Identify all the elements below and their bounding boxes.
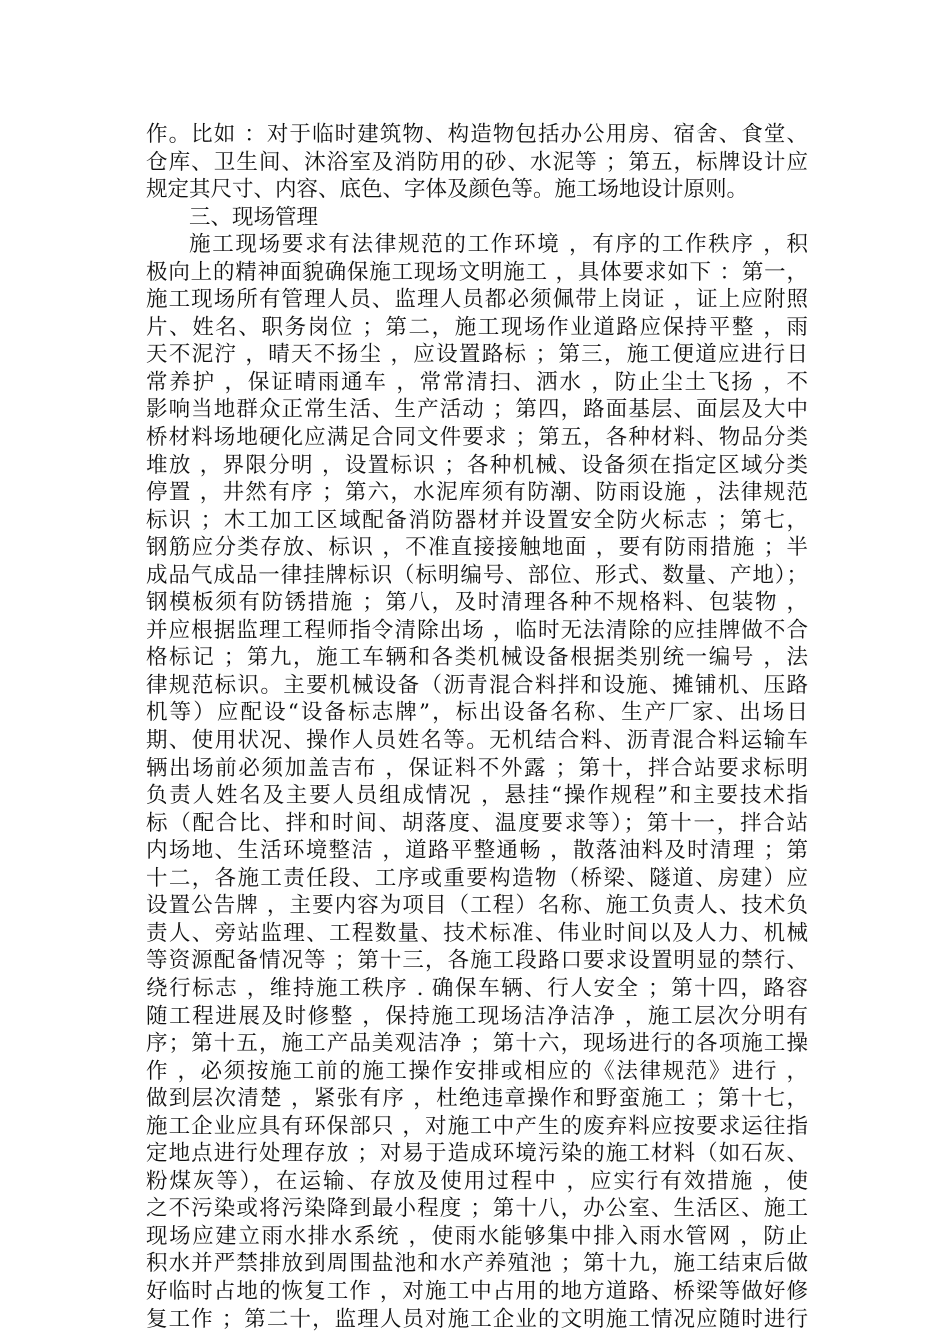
- text-line: 堆放 ，界限分明 ，设置标识 ；各种机械、设备须在指定区域分类: [146, 452, 808, 478]
- text-line: 等资源配备情况等 ；第十三，各施工段路口要求设置明显的禁行、: [146, 948, 808, 974]
- text-line: 停置 ，井然有序 ；第六，水泥库须有防潮、防雨设施 ，法律规范: [146, 480, 808, 506]
- text-line: 作。比如 ：对于临时建筑物、构造物包括办公用房、宿舍、食堂、: [146, 122, 808, 147]
- text-line: 之不污染或将污染降到最小程度 ；第十八，办公室、生活区、施工: [146, 1196, 808, 1222]
- text-line: 钢模板须有防锈措施 ；第八，及时清理各种不规格料、包装物 ，: [146, 590, 808, 616]
- text-line: 影响当地群众正常生活、生产活动 ；第四，路面基层、面层及大中: [146, 397, 808, 423]
- text-line: 极向上的精神面貌确保施工现场文明施工 ，具体要求如下 ：第一，: [146, 259, 808, 285]
- text-line: 负责人姓名及主要人员组成情况 ，悬挂“操作规程”和主要技术指: [146, 783, 808, 809]
- text-line: 粉煤灰等），在运输、存放及使用过程中 ，应实行有效措施 ，使: [146, 1168, 808, 1194]
- text-line: 钢筋应分类存放、标识 ，不准直接接触地面 ，要有防雨措施 ；半: [146, 535, 808, 561]
- text-line: 好临时占地的恢复工作 ，对施工中占用的地方道路、桥梁等做好修: [146, 1278, 808, 1304]
- text-line: 片、姓名、职务岗位 ；第二，施工现场作业道路应保持平整 ，雨: [146, 314, 808, 340]
- text-line: 天不泥泞 ，晴天不扬尘 ，应设置路标 ；第三，施工便道应进行日: [146, 342, 808, 368]
- text-line: 律规范标识。主要机械设备（沥青混合料拌和设施、摊铺机、压路: [146, 672, 808, 698]
- section-heading: 三、现场管理: [189, 204, 319, 230]
- text-line: 积水并严禁排放到周围盐池和水产养殖池 ；第十九，施工结束后做: [146, 1251, 808, 1277]
- text-line: 标（配合比、拌和时间、胡落度、温度要求等）；第十一，拌合站: [146, 810, 808, 836]
- text-line: 随工程进展及时修整 ，保持施工现场洁净洁净 ，施工层次分明有: [146, 1003, 808, 1029]
- paragraph-first-line: 施工现场要求有法律规范的工作环境 ，有序的工作秩序 ，积: [189, 232, 808, 258]
- text-line: 责人、旁站监理、工程数量、技术标准、伟业时间以及人力、机械: [146, 920, 808, 946]
- text-line: 内场地、生活环境整洁 ，道路平整通畅 ，散落油料及时清理 ；第: [146, 838, 808, 864]
- text-line: 成品气成品一律挂牌标识（标明编号、部位、形式、数量、产地）；: [146, 562, 808, 588]
- text-line: 十二，各施工责任段、工序或重要构造物（桥梁、隧道、房建）应: [146, 865, 808, 891]
- text-line: 辆出场前必须加盖吉布 ，保证料不外露 ；第十，拌合站要求标明: [146, 755, 808, 781]
- text-line: 设置公告牌 ，主要内容为项目（工程）名称、施工负责人、技术负: [146, 893, 808, 919]
- text-line: 序；第十五，施工产品美观洁净 ；第十六，现场进行的各项施工操: [146, 1031, 808, 1057]
- text-line: 桥材料场地硬化应满足合同文件要求 ；第五，各种材料、物品分类: [146, 425, 808, 451]
- text-line: 机等）应配设“设备标志牌”，标出设备名称、生产厂家、出场日: [146, 700, 808, 726]
- text-line: 做到层次清楚 ，紧张有序 ，杜绝违章操作和野蛮施工 ；第十七，: [146, 1086, 808, 1112]
- text-line: 并应根据监理工程师指令清除出场 ，临时无法清除的应挂牌做不合: [146, 617, 808, 643]
- text-line: 格标记 ；第九，施工车辆和各类机械设备根据类别统一编号 ，法: [146, 645, 808, 671]
- text-line: 规定其尺寸、内容、底色、字体及颜色等。施工场地设计原则。: [146, 177, 749, 203]
- text-line: 定地点进行处理存放 ；对易于造成环境污染的施工材料（如石灰、: [146, 1141, 808, 1167]
- text-line: 仓库、卫生间、沐浴室及消防用的砂、水泥等 ；第五，标牌设计应: [146, 149, 808, 175]
- text-line: 期、使用状况、操作人员姓名等。无机结合料、沥青混合料运输车: [146, 728, 808, 754]
- text-line: 施工企业应具有环保部只 ，对施工中产生的废弃料应按要求运往指: [146, 1113, 808, 1139]
- document-page: [146, 121, 808, 1333]
- text-line: 绕行标志 ，维持施工秩序 . 确保车辆、行人安全 ；第十四，路容: [146, 975, 808, 1001]
- text-line: 现场应建立雨水排水系统 ，使雨水能够集中排入雨水管网 ，防止: [146, 1223, 808, 1249]
- text-line: 标识 ；木工加工区域配备消防器材并设置安全防火标志 ；第七，: [146, 507, 808, 533]
- text-line: 常养护 ，保证晴雨通车 ，常常清扫、洒水 ，防止尘土飞扬 ，不: [146, 369, 808, 395]
- text-line: 施工现场所有管理人员、监理人员都必须佩带上岗证 ，证上应附照: [146, 287, 808, 313]
- text-line: 复工作 ；第二十，监理人员对施工企业的文明施工情况应随时进行: [146, 1306, 808, 1332]
- text-line: 作 ，必须按施工前的施工操作安排或相应的《法律规范》进行 ，: [146, 1058, 808, 1084]
